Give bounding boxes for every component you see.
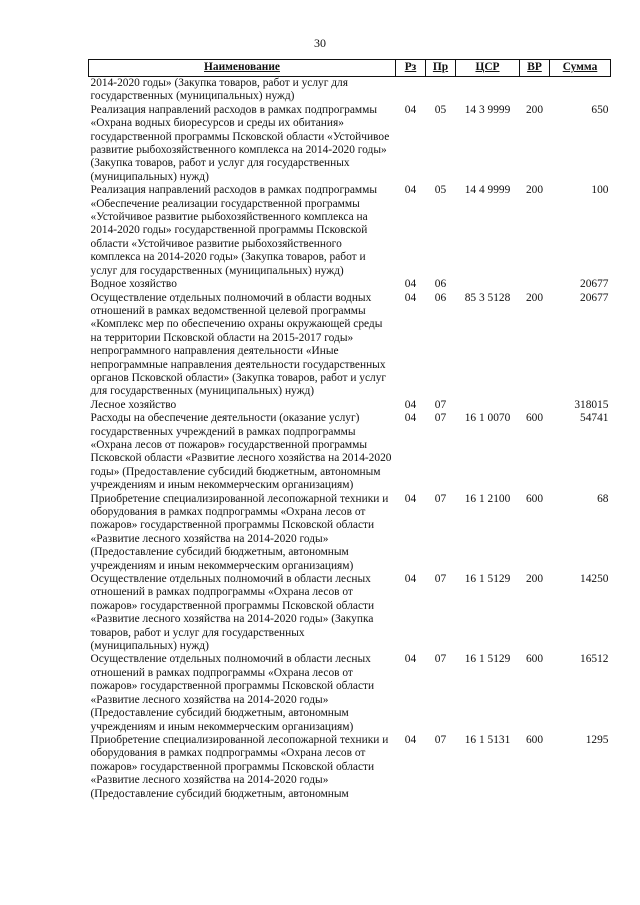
cell-name: Лесное хозяйство (90, 398, 177, 411)
cell-name: Осуществление отдельных полномочий в области лесных отношений в рамках подпрограммы «Охрана лесов от пожаров» государственной программы Псковской области «Развитие лесного хозяйства на 2014-2020 годы» (Предоставление субсидий бюджетным, автономным учреждениям и иным некоммерческим организациям) (90, 653, 375, 733)
cell-rz: 04 (404, 733, 417, 746)
cell-csr: 85 3 5128 (464, 291, 511, 304)
table-row (89, 493, 611, 573)
cell-name: Осуществление отдельных полномочий в области водных отношений в рамках ведомственной целевой программы «Комплекс мер по обеспечению охраны окружающей среды на территории Псковской области на 2015-2017 годы» непрограммного направления деятельности «Иные непрограммные направления деятельности государственных органов Псковской области» (Закупка товаров, работ и услуг для государственных (муниципальных) нужд) (90, 291, 387, 398)
cell-pr: 07 (434, 412, 447, 425)
table-row (89, 573, 611, 653)
cell-pr: 05 (434, 184, 447, 197)
cell-vr (520, 77, 550, 104)
cell-csr: 14 4 9999 (464, 184, 511, 197)
cell-sum: 650 (591, 103, 609, 116)
cell-vr (520, 399, 550, 412)
cell-csr (456, 77, 520, 104)
cell-name: Расходы на обеспечение деятельности (оказание услуг) государственных учреждений в рамках подпрограммы «Охрана лесов от пожаров» государственной программы Псковской области «Развитие лесного хозяйства на 2014-2020 годы» (Предоставление субсидий бюджетным, автономным учреждениям и иным некоммерческим организациям) (90, 412, 392, 492)
cell-rz: 04 (404, 184, 417, 197)
cell-vr: 200 (525, 573, 544, 586)
cell-sum: 318015 (574, 398, 609, 411)
cell-csr: 16 1 5131 (464, 733, 511, 746)
table-row (89, 399, 611, 412)
cell-csr: 16 1 5129 (464, 573, 511, 586)
cell-pr: 06 (434, 278, 447, 291)
table-row (89, 734, 611, 801)
cell-rz: 04 (404, 278, 417, 291)
table-row (89, 184, 611, 278)
cell-pr (426, 77, 456, 104)
page-number: 30 (314, 36, 326, 50)
cell-name: Приобретение специализированной лесопожарной техники и оборудования в рамках подпрограммы «Охрана лесов от пожаров» государственной программы Псковской области «Развитие лесного хозяйства на 2014-2020 годы» (Предоставление субсидий бюджетным, автономным учреждениям и иным некоммерческим организациям) (90, 492, 389, 572)
cell-csr: 16 1 5129 (464, 653, 511, 666)
cell-name: Приобретение специализированной лесопожарной техники и оборудования в рамках подпрограммы «Охрана лесов от пожаров» государственной программы Псковской области «Развитие лесного хозяйства на 2014-2020 годы» (Предоставление субсидий бюджетным, автономным (90, 733, 389, 800)
table-row (89, 77, 611, 104)
cell-name: Осуществление отдельных полномочий в области лесных отношений в рамках подпрограммы «Охрана лесов от пожаров» государственной программы Псковской области «Развитие лесного хозяйства на 2014-2020 годы» (Закупка товаров, работ и услуг для государственных (муниципальных) нужд) (90, 573, 375, 653)
cell-vr (520, 278, 550, 291)
cell-csr (456, 399, 520, 412)
cell-name: Реализация направлений расходов в рамках подпрограммы «Обеспечение реализации государственной программы «Устойчивое развитие рыбохозяйственного комплекса на 2014-2020 годы» государственной программы Псковской области «Устойчивое развитие рыбохозяйственного комплекса на 2014-2020 годы» (Закупка товаров, работ и услуг для государственных (муниципальных) нужд) (90, 184, 377, 277)
table-row (89, 292, 611, 399)
table-row (89, 412, 611, 492)
table-row (89, 104, 611, 184)
cell-csr (456, 278, 520, 291)
cell-rz: 04 (404, 573, 417, 586)
column-header-csr: ЦСР (456, 60, 520, 77)
column-header-pr: Пр (426, 60, 456, 77)
cell-vr: 600 (525, 653, 544, 666)
table-row (89, 278, 611, 291)
cell-sum: 14250 (580, 573, 609, 586)
cell-csr: 16 1 0070 (464, 412, 511, 425)
column-header-name: Наименование (89, 60, 396, 77)
cell-sum: 68 (597, 492, 609, 505)
cell-rz: 04 (404, 653, 417, 666)
cell-vr: 200 (525, 184, 544, 197)
cell-csr: 14 3 9999 (464, 103, 511, 116)
cell-vr: 600 (525, 733, 544, 746)
table-row (89, 653, 611, 733)
cell-name: 2014-2020 годы» (Закупка товаров, работ и услуг для государственных (муниципальных) нужд) (90, 77, 348, 103)
cell-csr: 16 1 2100 (464, 492, 511, 505)
cell-pr: 05 (434, 103, 447, 116)
cell-name: Водное хозяйство (90, 278, 177, 291)
cell-pr: 07 (434, 492, 447, 505)
cell-rz: 04 (404, 398, 417, 411)
budget-table (88, 59, 611, 801)
cell-sum: 20677 (580, 278, 609, 291)
cell-rz: 04 (404, 412, 417, 425)
column-header-rz: Рз (396, 60, 426, 77)
cell-rz: 04 (404, 492, 417, 505)
table-header-row (89, 60, 611, 77)
cell-sum: 1295 (585, 733, 609, 746)
cell-pr: 07 (434, 653, 447, 666)
cell-sum: 54741 (580, 412, 609, 425)
cell-rz: 04 (404, 103, 417, 116)
cell-rz (396, 77, 426, 104)
cell-sum (550, 77, 611, 104)
cell-vr: 200 (525, 291, 544, 304)
column-header-vr: ВР (520, 60, 550, 77)
cell-vr: 600 (525, 492, 544, 505)
cell-sum: 16512 (580, 653, 609, 666)
cell-pr: 06 (434, 291, 447, 304)
cell-vr: 600 (525, 412, 544, 425)
column-header-sum: Сумма (550, 60, 611, 77)
cell-pr: 07 (434, 573, 447, 586)
cell-pr: 07 (434, 398, 447, 411)
cell-name: Реализация направлений расходов в рамках подпрограммы «Охрана водных биоресурсов и среды их обитания» государственной программы Псковской области «Устойчивое развитие рыбохозяйственного комплекса на 2014-2020 годы» (Закупка товаров, работ и услуг для государственных (муниципальных) нужд) (90, 103, 390, 183)
cell-sum: 20677 (580, 291, 609, 304)
cell-rz: 04 (404, 291, 417, 304)
cell-vr: 200 (525, 103, 544, 116)
cell-pr: 07 (434, 733, 447, 746)
cell-sum: 100 (591, 184, 609, 197)
